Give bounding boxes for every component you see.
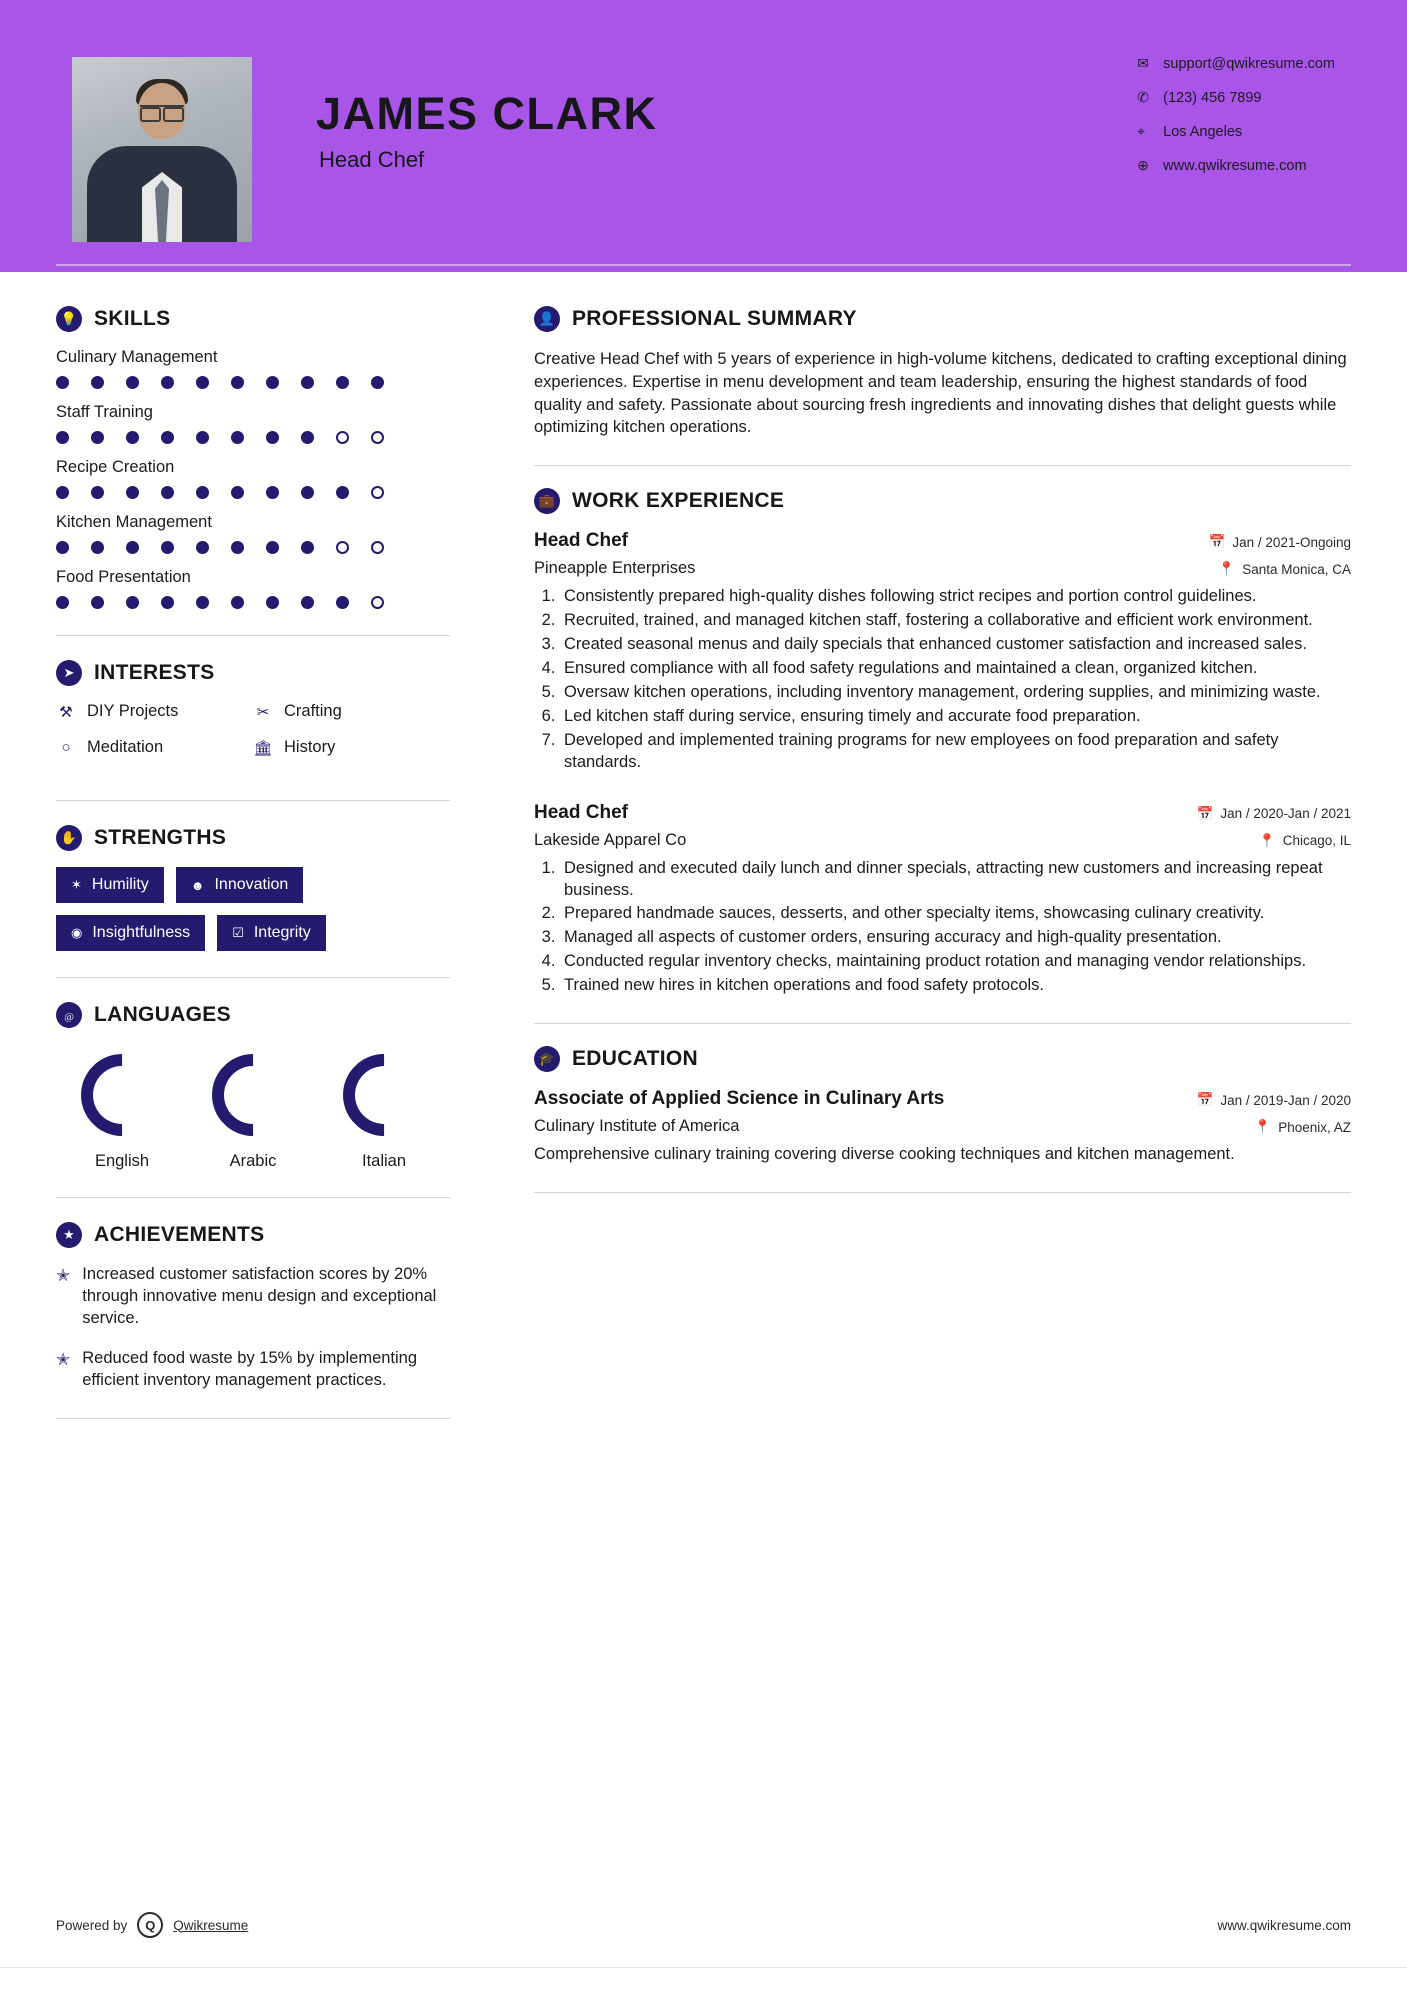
- section-education: [534, 1046, 1351, 1166]
- circle-icon: ○: [61, 739, 71, 756]
- job-organization: Lakeside Apparel Co: [534, 830, 687, 849]
- job-date-text: Jan / 2020-Jan / 2021: [1220, 806, 1351, 822]
- contact-phone: (123) 456 7899: [1163, 89, 1262, 106]
- interest-label: DIY Projects: [87, 702, 179, 720]
- achievement-item: [56, 1348, 450, 1392]
- header-divider: [56, 264, 1351, 266]
- paper-plane-icon: ➤: [56, 660, 82, 686]
- section-title-education: EDUCATION: [572, 1047, 698, 1071]
- job-date: [1209, 534, 1351, 550]
- globe-icon: ⊕: [1137, 157, 1149, 173]
- language-item: [324, 1054, 444, 1171]
- experience-item: [534, 530, 1351, 774]
- strength-chip: [217, 915, 326, 951]
- language-progress-ring: [326, 1037, 442, 1153]
- candidate-role: Head Chef: [319, 147, 425, 173]
- section-title-summary: PROFESSIONAL SUMMARY: [572, 307, 857, 330]
- strength-chip: [56, 867, 164, 903]
- interest-label: Crafting: [284, 702, 342, 720]
- candidate-name: JAMES CLARK: [316, 88, 658, 139]
- job-location: [1259, 833, 1351, 849]
- skill-rating: [56, 431, 450, 444]
- job-location: [1218, 561, 1351, 577]
- calendar-icon: 📅: [1196, 1092, 1214, 1108]
- section-title-languages: LANGUAGES: [94, 1003, 231, 1026]
- language-label: Arabic: [229, 1152, 277, 1170]
- skill-label: Recipe Creation: [56, 458, 175, 476]
- strength-label: Humility: [91, 876, 149, 893]
- job-bullet: 1. Consistently prepared high-quality dishes following strict recipes and portion control guidelines.: [560, 586, 1351, 608]
- powered-by: [56, 1912, 248, 1938]
- phone-icon: ✆: [1137, 89, 1149, 105]
- strength-label: Integrity: [253, 924, 311, 941]
- education-location: [1254, 1119, 1351, 1135]
- summary-text: Creative Head Chef with 5 years of experience in high-volume kitchens, dedicated to crafting exceptional dining experiences. Expertise in menu development and team leadership, ensuring the highest standards of food quality and safety. Passionate about sourcing fresh ingredients and innovating dishes that delight guests while optimizing kitchen operations.: [534, 350, 1347, 437]
- job-organization: Pineapple Enterprises: [534, 559, 696, 578]
- main-divider: [534, 465, 1351, 466]
- briefcase-icon: 💼: [534, 488, 560, 514]
- skill-item: [56, 403, 450, 444]
- job-location-text: Santa Monica, CA: [1242, 561, 1351, 577]
- page-footer: [56, 1912, 1351, 1938]
- section-interests: [56, 660, 450, 774]
- person-icon: 👤: [534, 306, 560, 332]
- language-label: Italian: [361, 1152, 407, 1170]
- section-title-experience: WORK EXPERIENCE: [572, 489, 785, 513]
- job-bullet: 7. Developed and implemented training programs for new employees on food preparation and safety standards.: [560, 730, 1351, 774]
- section-title-achievements: ACHIEVEMENTS: [94, 1223, 265, 1246]
- wrench-icon: ⚒: [59, 703, 73, 721]
- job-bullet: 5. Trained new hires in kitchen operations and food safety protocols.: [560, 975, 1351, 997]
- interest-item: [253, 738, 450, 757]
- section-skills: [56, 306, 450, 609]
- main-divider: [534, 1023, 1351, 1024]
- skill-label: Culinary Management: [56, 348, 218, 366]
- skill-label: Food Presentation: [56, 568, 191, 586]
- job-bullet-list: [560, 586, 1351, 774]
- language-progress-ring: [195, 1037, 311, 1153]
- job-bullet: 2. Recruited, trained, and managed kitchen staff, fostering a collaborative and efficient work environment.: [560, 610, 1351, 632]
- graduation-icon: 🎓: [534, 1046, 560, 1072]
- location-pin-icon: ⌖: [1137, 123, 1146, 139]
- footer-divider: [0, 1967, 1407, 1968]
- job-bullet: 6. Led kitchen staff during service, ensuring timely and accurate food preparation.: [560, 706, 1351, 728]
- experience-item: [534, 802, 1351, 998]
- section-professional-summary: [534, 306, 1351, 439]
- calendar-icon: 📅: [1208, 534, 1226, 550]
- scissors-icon: ✂: [256, 703, 270, 721]
- location-pin-icon: 📍: [1258, 832, 1276, 848]
- powered-by-label: Powered by: [56, 1917, 128, 1933]
- skill-rating: [56, 376, 450, 389]
- skill-rating: [56, 486, 450, 499]
- language-item: [62, 1054, 182, 1171]
- strength-label: Innovation: [214, 876, 289, 893]
- name-block: [316, 90, 658, 173]
- sidebar-divider: [56, 1418, 450, 1419]
- location-pin-icon: 📍: [1254, 1119, 1272, 1135]
- job-bullet: 2. Prepared handmade sauces, desserts, and other specialty items, showcasing culinary creativity.: [560, 903, 1351, 925]
- profile-photo: [72, 57, 252, 242]
- check-box-icon: ☑: [232, 925, 244, 940]
- footer-website[interactable]: www.qwikresume.com: [1217, 1917, 1351, 1933]
- strength-chip: [56, 915, 205, 951]
- job-date-text: Jan / 2021-Ongoing: [1232, 534, 1351, 550]
- achievement-text: Increased customer satisfaction scores by 20% through innovative menu design and exceptional service.: [82, 1265, 437, 1327]
- job-bullet-list: [560, 858, 1351, 998]
- calendar-icon: 📅: [1196, 805, 1214, 821]
- job-bullet: 5. Oversaw kitchen operations, including inventory management, ordering supplies, and minimizing waste.: [560, 682, 1351, 704]
- language-item: [193, 1054, 313, 1171]
- strength-label: Insightfulness: [92, 924, 191, 941]
- qwikresume-logo-icon: Q: [137, 1912, 163, 1938]
- school-name: Culinary Institute of America: [534, 1117, 740, 1136]
- job-bullet: 3. Created seasonal menus and daily specials that enhanced customer satisfaction and increased sales.: [560, 634, 1351, 656]
- section-title-skills: SKILLS: [94, 307, 171, 330]
- skill-item: [56, 458, 450, 499]
- sidebar: [56, 272, 496, 1443]
- resume-body: [0, 272, 1407, 1443]
- achievement-text: Reduced food waste by 15% by implementing efficient inventory management practices.: [82, 1348, 418, 1389]
- strength-chip: [176, 867, 304, 903]
- skill-item: [56, 568, 450, 609]
- job-bullet: 4. Ensured compliance with all food safety regulations and maintained a clean, organized kitchen.: [560, 658, 1351, 680]
- education-description: Comprehensive culinary training covering diverse cooking techniques and kitchen management.: [534, 1145, 1235, 1164]
- interest-item: [56, 702, 253, 721]
- skill-item: [56, 513, 450, 554]
- main-column: [496, 272, 1351, 1443]
- sidebar-divider: [56, 1197, 450, 1198]
- skill-rating: [56, 541, 450, 554]
- interest-label: Meditation: [87, 738, 164, 756]
- contact-location: Los Angeles: [1163, 123, 1243, 140]
- contact-item-website[interactable]: [1137, 157, 1335, 174]
- skill-label: Kitchen Management: [56, 513, 212, 531]
- section-title-interests: INTERESTS: [94, 661, 215, 684]
- language-label: English: [94, 1152, 150, 1170]
- resume-header: [0, 0, 1407, 272]
- lightbulb-icon: 💡: [56, 306, 82, 332]
- section-languages: [56, 1002, 450, 1171]
- degree-title: Associate of Applied Science in Culinary Arts: [534, 1088, 945, 1110]
- skill-label: Staff Training: [56, 403, 153, 421]
- bulb-icon: ☻: [190, 877, 205, 893]
- contact-list: [1137, 55, 1335, 191]
- star-icon: ✭: [56, 1349, 71, 1369]
- job-location-text: Chicago, IL: [1282, 833, 1351, 849]
- section-work-experience: [534, 488, 1351, 997]
- job-bullet: 4. Conducted regular inventory checks, maintaining product rotation and managing vendor relationships.: [560, 951, 1351, 973]
- contact-item-location: [1137, 123, 1335, 140]
- main-divider: [534, 1192, 1351, 1193]
- interest-label: History: [284, 738, 336, 756]
- qwikresume-brand-link[interactable]: Qwikresume: [173, 1917, 249, 1933]
- language-progress-ring: [64, 1037, 180, 1153]
- envelope-icon: ✉: [1137, 55, 1149, 71]
- job-date: [1197, 806, 1351, 822]
- job-title: Head Chef: [534, 801, 628, 823]
- interest-item: [253, 702, 450, 721]
- section-achievements: [56, 1222, 450, 1392]
- contact-website: www.qwikresume.com: [1163, 157, 1307, 174]
- language-icon: ﹫: [56, 1002, 82, 1028]
- skill-rating: [56, 596, 450, 609]
- contact-item-phone[interactable]: [1137, 89, 1335, 106]
- sidebar-divider: [56, 635, 450, 636]
- contact-item-email[interactable]: [1137, 55, 1335, 72]
- bank-icon: 🏛: [253, 739, 273, 757]
- eye-icon: ◉: [71, 925, 83, 940]
- section-strengths: [56, 825, 450, 951]
- location-pin-icon: 📍: [1218, 561, 1236, 577]
- education-date-text: Jan / 2019-Jan / 2020: [1220, 1092, 1351, 1108]
- star-icon: ✭: [56, 1266, 71, 1285]
- education-location-text: Phoenix, AZ: [1278, 1119, 1351, 1135]
- star-badge-icon: ★: [56, 1222, 82, 1248]
- skill-item: [56, 348, 450, 389]
- sidebar-divider: [56, 800, 450, 801]
- fist-icon: ✋: [56, 825, 82, 851]
- education-date: [1197, 1092, 1351, 1108]
- sidebar-divider: [56, 977, 450, 978]
- section-title-strengths: STRENGTHS: [94, 826, 227, 849]
- achievement-item: [56, 1264, 450, 1330]
- contact-email: support@qwikresume.com: [1163, 55, 1335, 72]
- job-bullet: 1. Designed and executed daily lunch and dinner specials, attracting new customers and increasing repeat business.: [560, 858, 1351, 902]
- job-bullet: 3. Managed all aspects of customer orders, ensuring accuracy and high-quality presentation.: [560, 927, 1351, 949]
- leaf-icon: ✶: [71, 877, 82, 892]
- job-title: Head Chef: [534, 530, 628, 552]
- interest-item: [56, 738, 253, 757]
